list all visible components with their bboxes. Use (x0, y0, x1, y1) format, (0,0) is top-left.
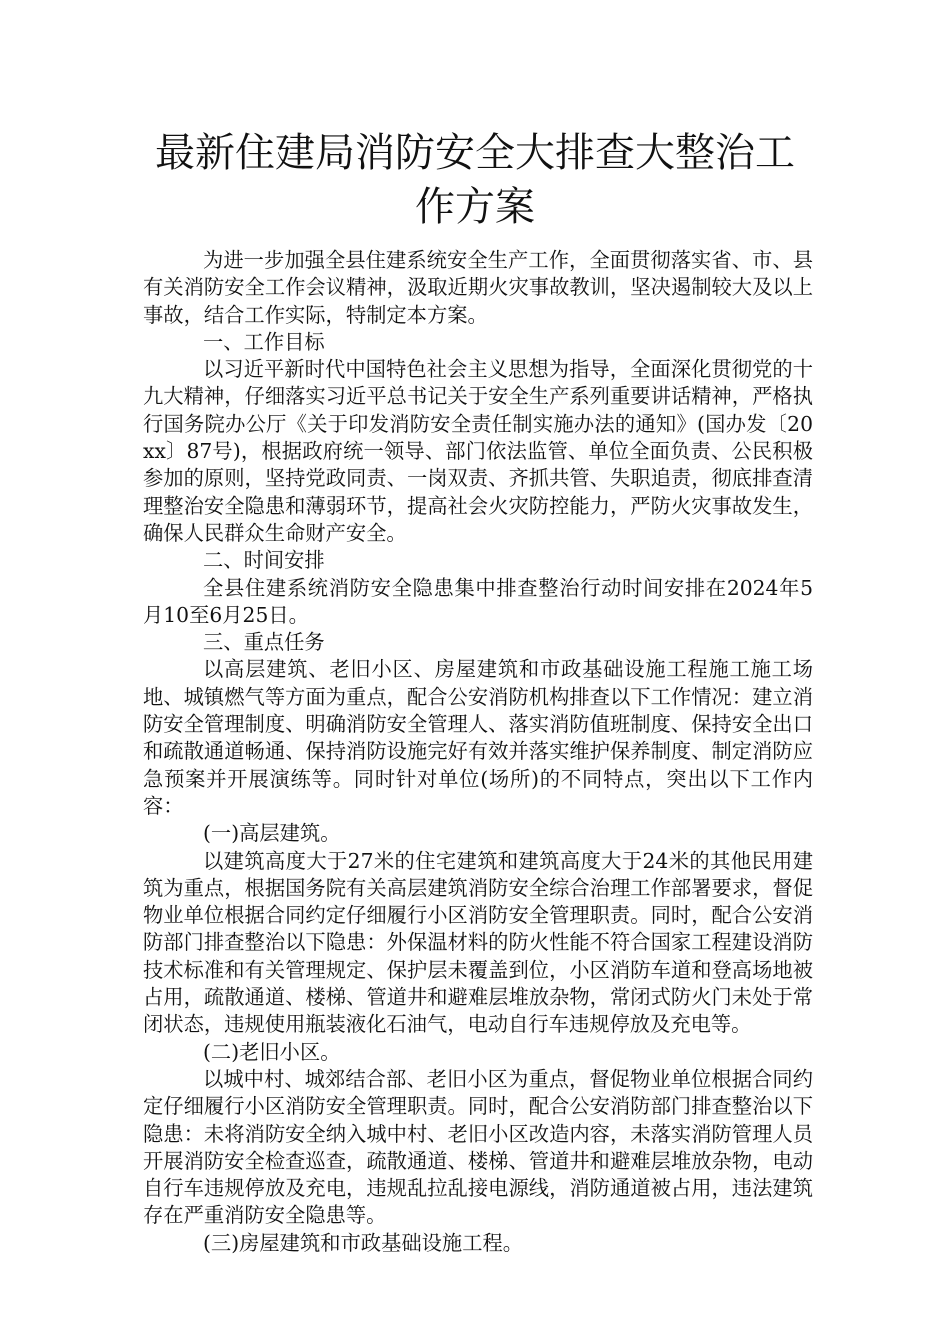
high-rise-paragraph: 以建筑高度大于27米的住宅建筑和建筑高度大于24米的其他民用建筑为重点，根据国务院有关高层建筑消防安全综合治理工作部署要求，督促物业单位根据合同约定仔细履行小区消防安全管理职责。同时，配合公安消防部门排查整治以下隐患：外保温材料的防火性能不符合国家工程建设消防技术标准和有关管理规定、保护层未覆盖到位，小区消防车道和登高场地被占用，疏散通道、楼梯、管道井和避难层堆放杂物，常闭式防火门未处于常闭状态，违规使用瓶装液化石油气，电动自行车违规停放及充电等。 (143, 848, 813, 1037)
goals-paragraph: 以习近平新时代中国特色社会主义思想为指导，全面深化贯彻党的十九大精神，仔细落实习近平总书记关于安全生产系列重要讲话精神，严格执行国务院办公厅《关于印发消防安全责任制实施办法的通知》(国办发〔20xx〕87号)，根据政府统一领导、部门依法监管、单位全面负责、公民积极参加的原则，坚持党政同责、一岗双责、齐抓共管、失职追责，彻底排查清理整治安全隐患和薄弱环节，提高社会火灾防控能力，严防火灾事故发生，确保人民群众生命财产安全。 (143, 357, 813, 545)
subheading-old-communities: (二)老旧小区。 (203, 1039, 341, 1064)
old-communities-paragraph: 以城中村、城郊结合部、老旧小区为重点，督促物业单位根据合同约定仔细履行小区消防安全管理职责。同时，配合公安消防部门排查整治以下隐患：未将消防安全纳入城中村、老旧小区改造内容，未落实消防管理人员开展消防安全检查巡查，疏散通道、楼梯、管道井和避难层堆放杂物，电动自行车违规停放及充电，违规乱拉乱接电源线，消防通道被占用，违法建筑存在严重消防安全隐患等。 (143, 1066, 813, 1228)
section-heading-schedule: 二、时间安排 (203, 548, 325, 573)
section-heading-goals: 一、工作目标 (203, 329, 325, 354)
document-title: 最新住建局消防安全大排查大整治工作方案 (155, 130, 795, 230)
intro-paragraph: 为进一步加强全县住建系统安全生产工作，全面贯彻落实省、市、县有关消防安全工作会议精神，汲取近期火灾事故教训，坚决遏制较大及以上事故，结合工作实际，特制定本方案。 (143, 248, 813, 327)
subheading-high-rise: (一)高层建筑。 (203, 821, 341, 846)
schedule-paragraph: 全县住建系统消防安全隐患集中排查整治行动时间安排在2024年5月10至6月25日。 (143, 575, 813, 627)
subheading-construction: (三)房屋建筑和市政基础设施工程。 (203, 1230, 524, 1255)
document-body (143, 247, 813, 1257)
section-heading-tasks: 三、重点任务 (203, 630, 325, 655)
tasks-paragraph: 以高层建筑、老旧小区、房屋建筑和市政基础设施工程施工施工场地、城镇燃气等方面为重点，配合公安消防机构排查以下工作情况：建立消防安全管理制度、明确消防安全管理人、落实消防值班制度、保持安全出口和疏散通道畅通、保持消防设施完好有效并落实维护保养制度、制定消防应急预案并开展演练等。同时针对单位(场所)的不同特点，突出以下工作内容： (143, 657, 813, 818)
